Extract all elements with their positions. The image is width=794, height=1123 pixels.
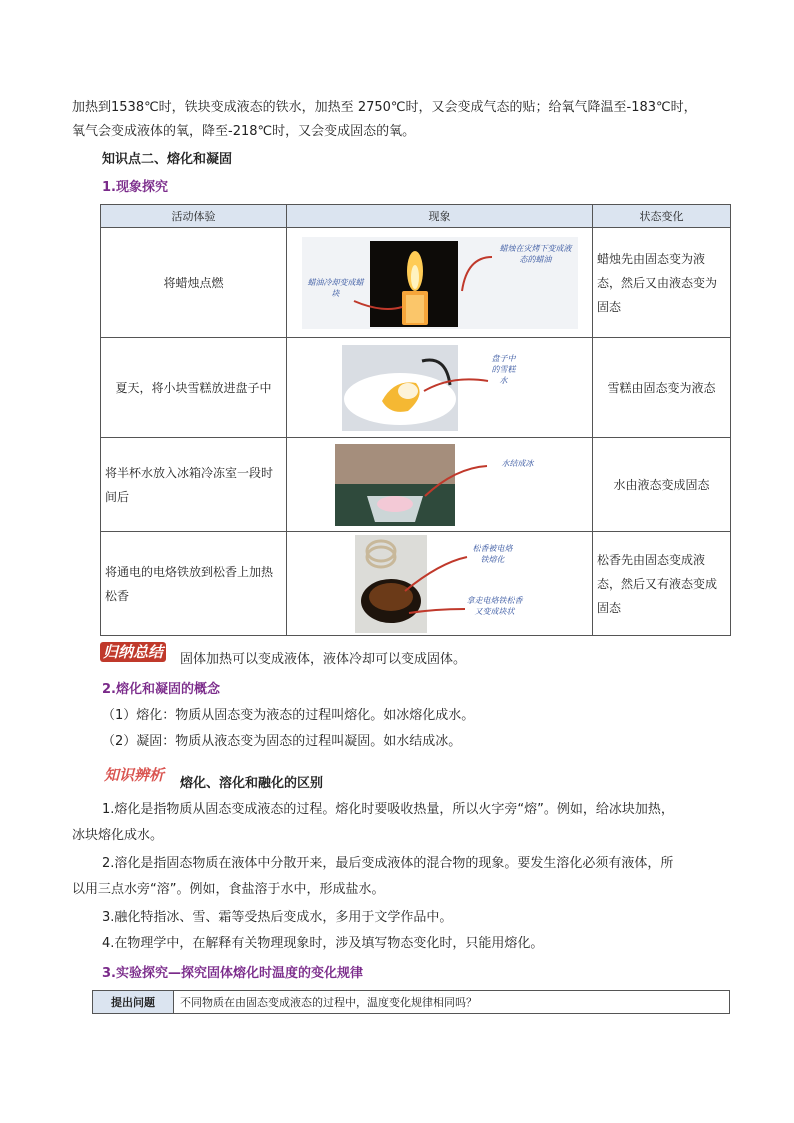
candle-note-b: 蜡油冷却变成蜡块 (307, 277, 364, 298)
point-2a: 2.溶化是指固态物质在液体中分散开来，最后变成液体的混合物的现象。要发生溶化必须有液体，所 (102, 856, 674, 871)
candle-photo (302, 237, 578, 329)
table-row (93, 991, 730, 1014)
summary-text: 固体加热可以变成液体，液体冷却可以变成固体。 (180, 652, 467, 667)
question-label: 提出问题 (93, 991, 174, 1014)
sub1-title: 1.现象探究 (102, 180, 168, 195)
table-row (101, 338, 731, 438)
analysis-title: 熔化、溶化和融化的区别 (180, 776, 324, 791)
activity-cell (101, 532, 287, 636)
phenomenon-cell (287, 228, 593, 338)
point-1a: 1.熔化是指物质从固态变成液态的过程。熔化时要吸收热量，所以火字旁“熔”。例如，给冰块加热， (102, 802, 674, 817)
change-cell: 水由液态变成固态 (593, 438, 731, 532)
phenomenon-cell (287, 532, 593, 636)
activity-text: 将通电的电烙铁放到松香上加热松香 (105, 564, 274, 603)
rosin-note-a: 松香被电烙铁熔化 (472, 543, 513, 564)
ice-cup-icon (335, 444, 545, 526)
phenomenon-table (100, 204, 731, 636)
question-text: 不同物质在由固态变成液态的过程中，温度变化规律相同吗？ (174, 991, 730, 1014)
definition-melting: （1）熔化：物质从固态变为液态的过程叫熔化。如冰熔化成水。 (102, 708, 475, 723)
sub2-title: 2.熔化和凝固的概念 (102, 682, 220, 697)
header-phenomenon: 现象 (287, 205, 593, 228)
rosin-note-b: 拿走电烙铁松香又变成块状 (466, 595, 523, 616)
change-cell: 蜡烛先由固态变为液态，然后又由液态变为固态 (593, 228, 731, 338)
table-header-row (101, 205, 731, 228)
analysis-badge: 知识辨析 (104, 766, 165, 784)
point-2b: 以用三点水旁“溶”。例如，食盐溶于水中，形成盐水。 (72, 882, 385, 897)
header-activity: 活动体验 (101, 205, 287, 228)
table-row (101, 228, 731, 338)
change-cell: 雪糕由固态变为液态 (593, 338, 731, 438)
candle-note-a: 蜡烛在灾烤下变成液态的蜡油 (499, 243, 572, 264)
point-3: 3.融化特指冰、雪、霜等受热后变成水，多用于文学作品中。 (102, 910, 453, 925)
activity-cell: 将蜡烛点燃 (101, 228, 287, 338)
change-cell: 松香先由固态变成液态，然后又有液态变成固态 (593, 532, 731, 636)
intro-line-1: 加热到1538℃时，铁块变成液态的铁水，加热至 2750℃时，又会变成气态的贴；给氧气降温至-183℃时， (72, 100, 697, 115)
intro-line-2: 氧气会变成液体的氧，降至-218℃时，又会变成固态的氧。 (72, 124, 416, 139)
sub3-title: 3.实验探究—探究固体熔化时温度的变化规律 (102, 966, 363, 981)
ice-photo (335, 444, 545, 526)
table-row (101, 438, 731, 532)
point-4: 4.在物理学中，在解释有关物理现象时，涉及填写物态变化时，只能用熔化。 (102, 936, 544, 951)
phenomenon-cell (287, 438, 593, 532)
popsicle-note: 盘子中的雪糕水 (491, 353, 516, 385)
definition-solidifying: （2）凝固：物质从液态变为固态的过程叫凝固。如水结成冰。 (102, 734, 462, 749)
table-row (101, 532, 731, 636)
activity-cell (101, 438, 287, 532)
summary-badge: 归纳总结 (100, 642, 166, 662)
point-1b: 冰块熔化成水。 (72, 828, 164, 843)
section2-title: 知识点二、熔化和凝固 (102, 152, 233, 167)
popsicle-photo (342, 345, 538, 431)
header-state-change: 状态变化 (593, 205, 731, 228)
activity-cell: 夏天，将小块雪糕放进盘子中 (101, 338, 287, 438)
activity-text: 将半杯水放入冰箱冷冻室一段时间后 (105, 465, 274, 504)
phenomenon-cell (287, 338, 593, 438)
question-table (92, 990, 730, 1014)
ice-note: 水结成冰 (501, 458, 534, 468)
rosin-photo (355, 535, 525, 633)
